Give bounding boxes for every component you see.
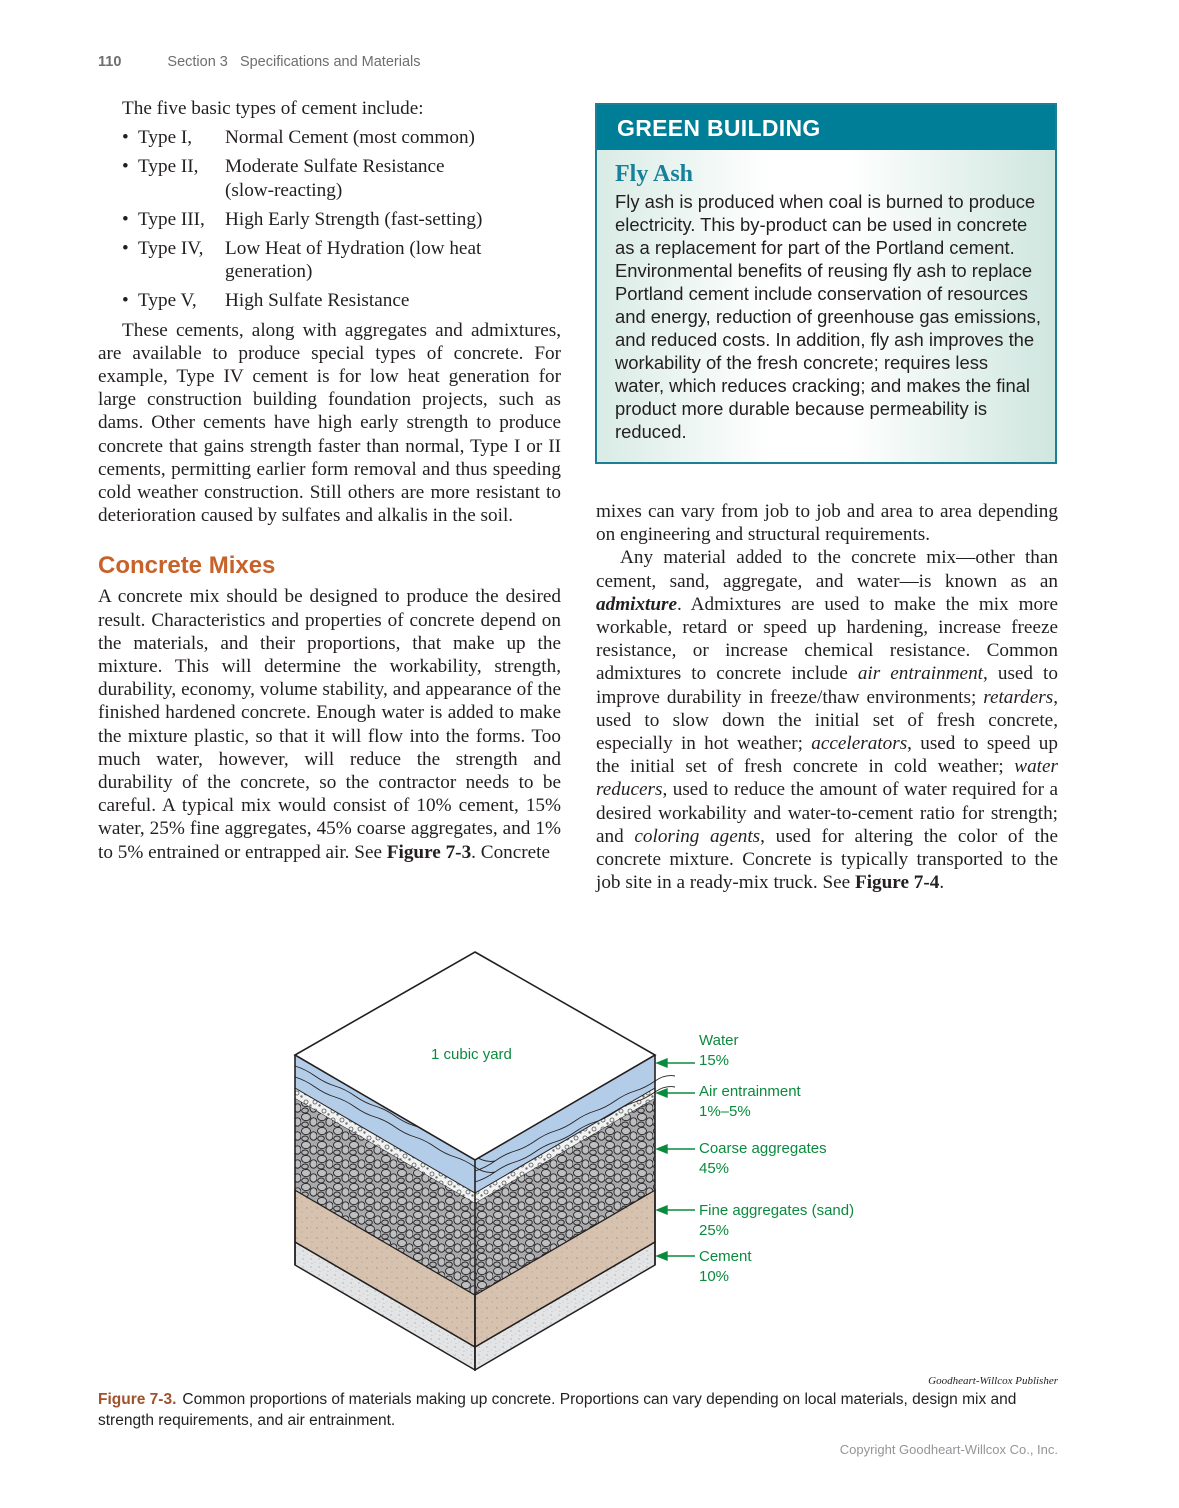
paragraph-text: . bbox=[939, 872, 945, 894]
paragraph-text: , used to speed up the initial set of fresh concrete in cold weather; bbox=[596, 733, 1058, 778]
sidebar-title: Fly Ash bbox=[615, 161, 694, 187]
figure-reference[interactable]: Figure 7-4 bbox=[854, 872, 940, 894]
label-coarse-aggregates: Coarse aggregates 45% bbox=[699, 1140, 827, 1177]
sidebar-banner: GREEN BUILDING bbox=[597, 105, 1055, 150]
term-admixture: admixture bbox=[596, 593, 678, 615]
cement-description: Low Heat of Hydration (low heat generation) bbox=[225, 238, 482, 283]
caption-text: Common proportions of materials making up concrete. Proportions can vary depending on local materials, design mix and strength requirements, and air entrainment. bbox=[98, 1391, 1017, 1429]
page-number: 110 bbox=[98, 54, 122, 70]
cement-type: Type II, bbox=[138, 156, 199, 178]
label-cement: Cement 10% bbox=[699, 1248, 752, 1285]
arrow-sand bbox=[657, 1206, 695, 1214]
cement-type: Type V, bbox=[138, 290, 197, 312]
cement-type: Type I, bbox=[138, 127, 193, 149]
list-item: • Type V, High Sulfate Resistance bbox=[122, 289, 561, 312]
arrow-cement bbox=[657, 1252, 695, 1260]
section-heading: Concrete Mixes bbox=[98, 552, 276, 580]
paragraph-text: . Admixtures are used to make the mix more workable, retard or speed up hardening, increase freeze resistance, or increase chemical resistance. Common admixtures to concrete include bbox=[596, 593, 1058, 685]
cement-description: Moderate Sulfate Resistance (slow-reacting) bbox=[225, 156, 445, 201]
figure-concrete-cube bbox=[285, 945, 905, 1375]
paragraph-cements: These cements, along with aggregates and admixtures, are available to produce special types of concrete. For example, Type IV cement is for low heat generation for large construction building foundation projects, such as dams. Other cements have high early strength to produce concrete that gains strength faster than normal, Type I or II cements, permitting earlier form removal and thus speeding cold weather construction. Still others are more resistant to deterioration caused by sulfates and alkalis in the soil. bbox=[98, 319, 561, 527]
list-item: • Type II, Moderate Sulfate Resistance (slow-reacting) bbox=[122, 155, 561, 201]
green-building-sidebar bbox=[595, 103, 1057, 464]
arrow-coarse bbox=[657, 1145, 695, 1153]
term-retarders: retarders bbox=[983, 686, 1054, 708]
paragraph-text: . Concrete bbox=[471, 841, 551, 863]
paragraph-text: Any material added to the concrete mix—other than cement, sand, aggregate, and water—is known as an bbox=[596, 547, 1058, 592]
term-water-reducers: water reducers bbox=[596, 756, 1058, 801]
cube-volume-label: 1 cubic yard bbox=[431, 1046, 512, 1063]
figure-caption bbox=[98, 1389, 1058, 1431]
cement-types-intro: The five basic types of cement include: bbox=[122, 98, 424, 119]
sidebar-body: Fly ash is produced when coal is burned to produce electricity. This by-product can be used in concrete as a replacement for part of the Portland cement. Environmental benefits of reusing fly ash to replace Portland cement include conservation of resources and energy, reduction of greenhouse gas emissions, and reduced costs. In addition, fly ash improves the workability of the fresh concrete; requires less water, which reduces cracking; and makes the final product more durable because permeability is reduced. bbox=[615, 191, 1041, 442]
cement-types-list bbox=[98, 126, 561, 312]
list-item: • Type I, Normal Cement (most common) bbox=[122, 126, 561, 149]
paragraph-text: , used to reduce the amount of water required for a desired workability and water-to-cement ratio for strength; and bbox=[596, 779, 1058, 847]
cement-description: High Early Strength (fast-setting) bbox=[225, 208, 483, 230]
section-title: Section 3 Specifications and Materials bbox=[167, 54, 421, 70]
arrow-air bbox=[657, 1089, 695, 1097]
cement-type: Type III, bbox=[138, 208, 205, 230]
list-item: • Type IV, Low Heat of Hydration (low heat generation) bbox=[122, 237, 561, 283]
label-fine-aggregates: Fine aggregates (sand) 25% bbox=[699, 1202, 855, 1239]
paragraph-admixtures bbox=[596, 546, 1058, 894]
running-head bbox=[98, 54, 420, 70]
paragraph-concrete-mixes bbox=[98, 585, 561, 863]
term-coloring-agents: coloring agents bbox=[634, 825, 761, 847]
figure-reference[interactable]: Figure 7-3 bbox=[386, 841, 472, 863]
paragraph-continuation: mixes can vary from job to job and area to area depending on engineering and structural requirements. bbox=[596, 501, 1058, 546]
list-item: • Type III, High Early Strength (fast-setting) bbox=[122, 208, 561, 231]
label-water: Water 15% bbox=[699, 1032, 739, 1069]
term-accelerators: accelerators bbox=[811, 733, 908, 755]
copyright: Copyright Goodheart-Willcox Co., Inc. bbox=[839, 1442, 1058, 1457]
term-air-entrainment: air entrainment bbox=[857, 663, 983, 685]
paragraph-text: , used to improve durability in freeze/thaw environments; bbox=[596, 663, 1058, 708]
right-column bbox=[596, 500, 1058, 894]
label-air-entrainment: Air entrainment 1%–5% bbox=[699, 1083, 801, 1120]
paragraph-text: , used to slow down the initial set of fresh concrete, especially in hot weather; bbox=[596, 686, 1058, 755]
arrow-water bbox=[657, 1059, 695, 1067]
figure-number: Figure 7-3. bbox=[98, 1391, 177, 1408]
cement-description: High Sulfate Resistance bbox=[225, 290, 410, 312]
left-column bbox=[98, 97, 561, 864]
cement-type: Type IV, bbox=[138, 238, 204, 260]
paragraph-text: A concrete mix should be designed to produce the desired result. Characteristics and properties of concrete depend on the materials, and their proportions, that make up the mixture. This will determine the workability, strength, durability, economy, volume stability, and appearance of the finished hardened concrete. Enough water is added to make the mixture plastic, so that it will flow into the forms. Too much water, however, will reduce the strength and durability of the concrete, so the contractor needs to be careful. A typical mix would consist of 10% cement, 15% water, 25% fine aggregates, 45% coarse aggregates, and 1% to 5% entrained or entrapped air. See bbox=[98, 586, 561, 863]
paragraph-text: , used for altering the color of the concrete mixture. Concrete is typically transported to the job site in a ready-mix truck. See bbox=[596, 825, 1058, 894]
figure-credit: Goodheart-Willcox Publisher bbox=[928, 1375, 1058, 1387]
cement-description: Normal Cement (most common) bbox=[225, 127, 475, 149]
